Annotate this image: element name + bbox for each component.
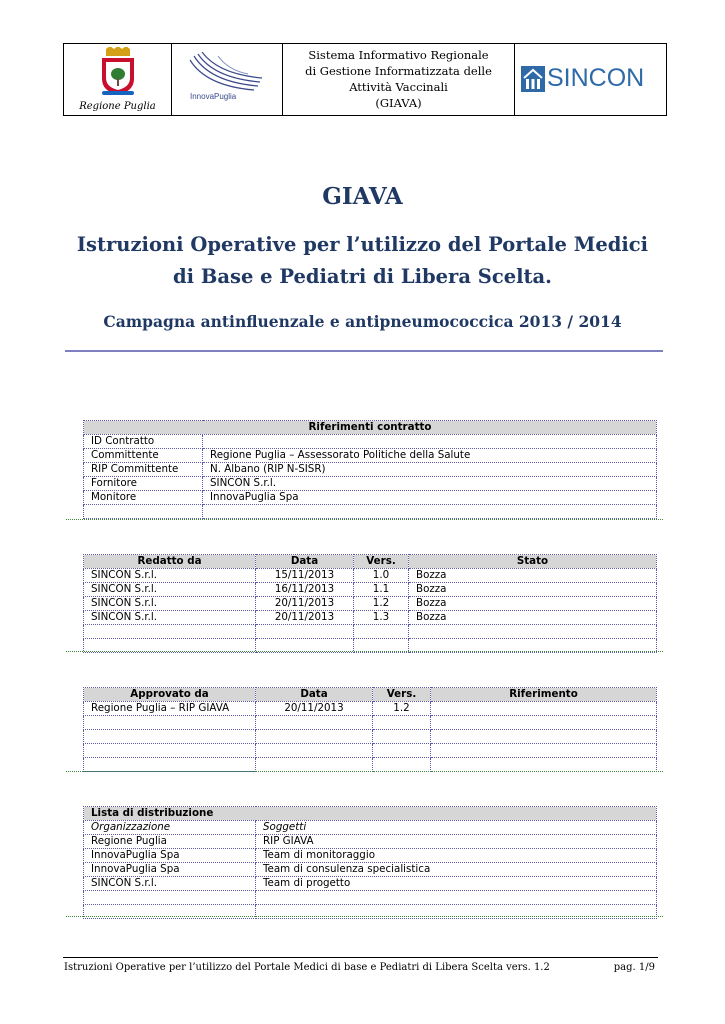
regione-puglia-coat-of-arms-icon [98, 47, 138, 97]
table-row [84, 463, 657, 477]
table-row [84, 730, 657, 744]
table-cell [84, 730, 256, 744]
table-cell: SINCON S.r.l. [84, 569, 256, 583]
drafted-table [83, 554, 657, 653]
table-row [84, 625, 657, 639]
table-cell [431, 758, 657, 772]
system-description-cell [283, 44, 515, 115]
table-cell: 16/11/2013 [256, 583, 354, 597]
column-header: Soggetti [256, 821, 657, 835]
distribution-table [83, 806, 657, 919]
table-row [84, 597, 657, 611]
table-cell: InnovaPuglia Spa [84, 849, 256, 863]
system-line: Attività Vaccinali [349, 80, 448, 94]
table-cell [373, 758, 431, 772]
table-cell: ID Contratto [84, 435, 203, 449]
table-cell: Monitore [84, 491, 203, 505]
table-divider [66, 519, 663, 520]
table-cell [84, 716, 256, 730]
subtitle-line-2: di Base e Pediatri di Libera Scelta. [173, 265, 552, 288]
document-subtitle [0, 229, 725, 293]
table-cell: Bozza [409, 611, 657, 625]
column-header: Organizzazione [84, 821, 256, 835]
table-cell: 1.3 [354, 611, 409, 625]
table-cell [431, 702, 657, 716]
column-header: Vers. [373, 688, 431, 702]
system-line: (GIAVA) [375, 96, 422, 110]
table-cell: SINCON S.r.l. [203, 477, 657, 491]
table-row [84, 435, 657, 449]
column-header: Data [256, 688, 373, 702]
region-label: Regione Puglia [79, 101, 156, 112]
table-cell: Bozza [409, 597, 657, 611]
table-cell: SINCON S.r.l. [84, 611, 256, 625]
table-cell: RIP GIAVA [256, 835, 657, 849]
table-cell [203, 435, 657, 449]
table-cell: Team di progetto [256, 877, 657, 891]
column-header: Riferimento [431, 688, 657, 702]
table-cell [354, 625, 409, 639]
table-divider [66, 651, 663, 652]
table-cell: SINCON S.r.l. [84, 583, 256, 597]
table-cell: Fornitore [84, 477, 203, 491]
table-cell [373, 730, 431, 744]
table-row [84, 758, 657, 772]
table-divider [66, 916, 663, 917]
table-cell [203, 505, 657, 519]
table-cell: 20/11/2013 [256, 597, 354, 611]
table-row [84, 449, 657, 463]
column-header: Approvato da [84, 688, 256, 702]
table-row [84, 821, 657, 835]
table-cell: Regione Puglia – RIP GIAVA [84, 702, 256, 716]
table-cell: 1.0 [354, 569, 409, 583]
table-cell [373, 716, 431, 730]
table-cell [431, 744, 657, 758]
table-cell: Regione Puglia – Assessorato Politiche della Salute [203, 449, 657, 463]
sincon-logo-icon [521, 66, 545, 92]
table-cell [84, 625, 256, 639]
table-cell: SINCON S.r.l. [84, 877, 256, 891]
table-cell: 15/11/2013 [256, 569, 354, 583]
table-row [84, 744, 657, 758]
table-cell: Team di consulenza specialistica [256, 863, 657, 877]
title-divider [65, 350, 663, 352]
table-row [84, 583, 657, 597]
contract-table-header: Riferimenti contratto [84, 421, 657, 435]
table-cell: 1.2 [354, 597, 409, 611]
table-cell [256, 744, 373, 758]
table-cell: 20/11/2013 [256, 702, 373, 716]
table-cell: Bozza [409, 583, 657, 597]
column-header: Redatto da [84, 555, 256, 569]
table-cell: Team di monitoraggio [256, 849, 657, 863]
table-cell: Regione Puglia [84, 835, 256, 849]
table-row [84, 477, 657, 491]
system-description [287, 47, 510, 111]
document-title: GIAVA [322, 183, 403, 210]
sincon-logo-text: SINCON [547, 64, 645, 92]
column-header: Data [256, 555, 354, 569]
table-row [84, 569, 657, 583]
table-cell: SINCON S.r.l. [84, 597, 256, 611]
table-row [84, 849, 657, 863]
table-cell [84, 744, 256, 758]
table-cell [256, 758, 373, 772]
table-row [84, 505, 657, 519]
table-cell: 20/11/2013 [256, 611, 354, 625]
table-cell [256, 730, 373, 744]
table-cell: N. Albano (RIP N-SISR) [203, 463, 657, 477]
table-row [84, 716, 657, 730]
table-row [84, 877, 657, 891]
footer-divider [63, 957, 658, 958]
table-row [84, 863, 657, 877]
table-cell [256, 891, 657, 905]
sincon-logo-cell [515, 44, 668, 115]
table-cell [256, 625, 354, 639]
table-cell: InnovaPuglia Spa [203, 491, 657, 505]
table-cell [84, 891, 256, 905]
document-header [63, 43, 667, 116]
table-cell: Committente [84, 449, 203, 463]
footer-document-title: Istruzioni Operative per l’utilizzo del Portale Medici di base e Pediatri di Libera Scelta vers. 1.2 [64, 962, 550, 973]
table-cell: 1.1 [354, 583, 409, 597]
table-row [84, 702, 657, 716]
column-header: Vers. [354, 555, 409, 569]
contract-table [83, 420, 657, 519]
table-cell: InnovaPuglia Spa [84, 863, 256, 877]
table-cell [373, 744, 431, 758]
table-cell: RIP Committente [84, 463, 203, 477]
table-row [84, 491, 657, 505]
table-cell [84, 758, 256, 772]
distribution-table-header: Lista di distribuzione [84, 807, 657, 821]
table-row [84, 835, 657, 849]
approved-table [83, 687, 657, 772]
region-logo-cell [64, 44, 172, 115]
column-header: Stato [409, 555, 657, 569]
table-divider [66, 771, 663, 772]
table-cell: Bozza [409, 569, 657, 583]
table-cell: 1.2 [373, 702, 431, 716]
table-cell [256, 716, 373, 730]
campaign-title: Campagna antinfluenzale e antipneumococcica 2013 / 2014 [103, 312, 622, 331]
table-cell [409, 625, 657, 639]
table-row [84, 891, 657, 905]
innovapuglia-logo-cell [172, 44, 283, 115]
subtitle-line-1: Istruzioni Operative per l’utilizzo del Portale Medici [76, 233, 649, 256]
system-line: di Gestione Informatizzata delle [305, 64, 492, 78]
table-row [84, 611, 657, 625]
table-cell [431, 730, 657, 744]
table-cell [84, 505, 203, 519]
table-cell [431, 716, 657, 730]
page-number: pag. 1/9 [613, 962, 655, 973]
system-line: Sistema Informativo Regionale [308, 48, 489, 62]
innovapuglia-logo-text: InnovaPuglia [190, 92, 237, 101]
